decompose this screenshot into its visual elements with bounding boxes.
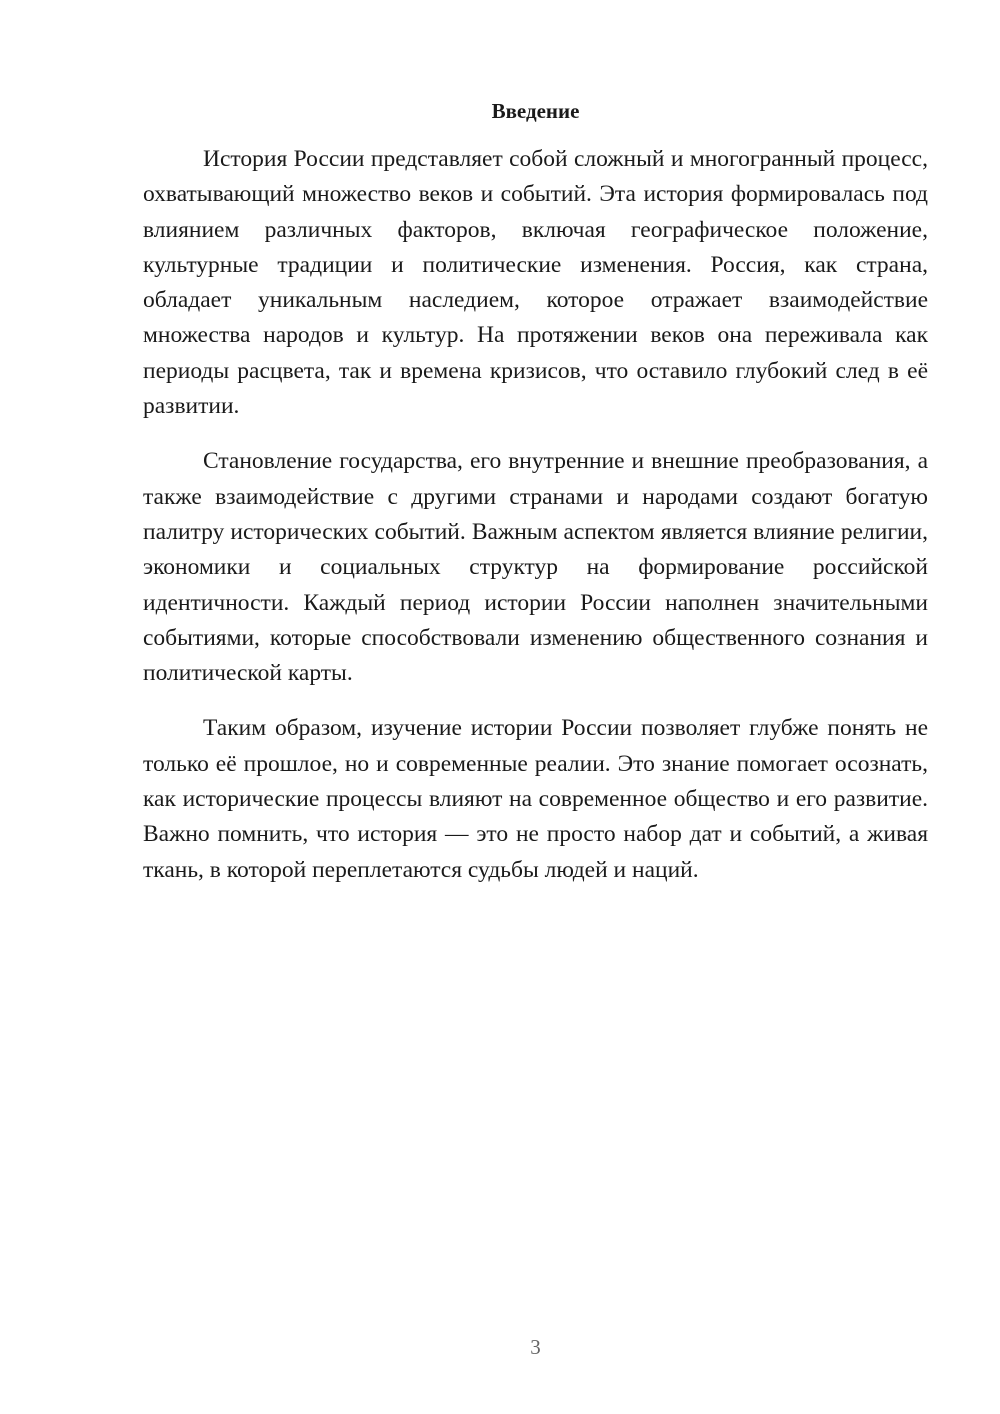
- page-title: Введение: [491, 99, 580, 123]
- paragraph-2: Становление государства, его внутренние и внешние преобразования, а также взаимодействие с другими странами и народами создают богатую палитру исторических событий. Важным аспектом является влияние религии, экономики и социальных структур на формирование российской идентичности. Каждый период истории России наполнен значительными событиями, которые способствовали изменению общественного сознания и политической карты.: [143, 448, 928, 687]
- page-number: 3: [530, 1335, 541, 1359]
- paragraph-3: Таким образом, изучение истории России позволяет глубже понять не только её прошлое, но и современные реалии. Это знание помогает осознать, как исторические процессы влияют на современное общество и его развитие. Важно помнить, что история — это не просто набор дат и событий, а живая ткань, в которой переплетаются судьбы людей и наций.: [143, 715, 928, 883]
- paragraph-1: История России представляет собой сложный и многогранный процесс, охватывающий множество веков и событий. Эта история формировалась под влиянием различных факторов, включая географическое положение, культурные традиции и политические изменения. Россия, как страна, обладает уникальным наследием, которое отражает взаимодействие множества народов и культур. На протяжении веков она переживала как периоды расцвета, так и времена кризисов, что оставило глубокий след в её развитии.: [143, 146, 928, 420]
- body-text: [143, 142, 928, 908]
